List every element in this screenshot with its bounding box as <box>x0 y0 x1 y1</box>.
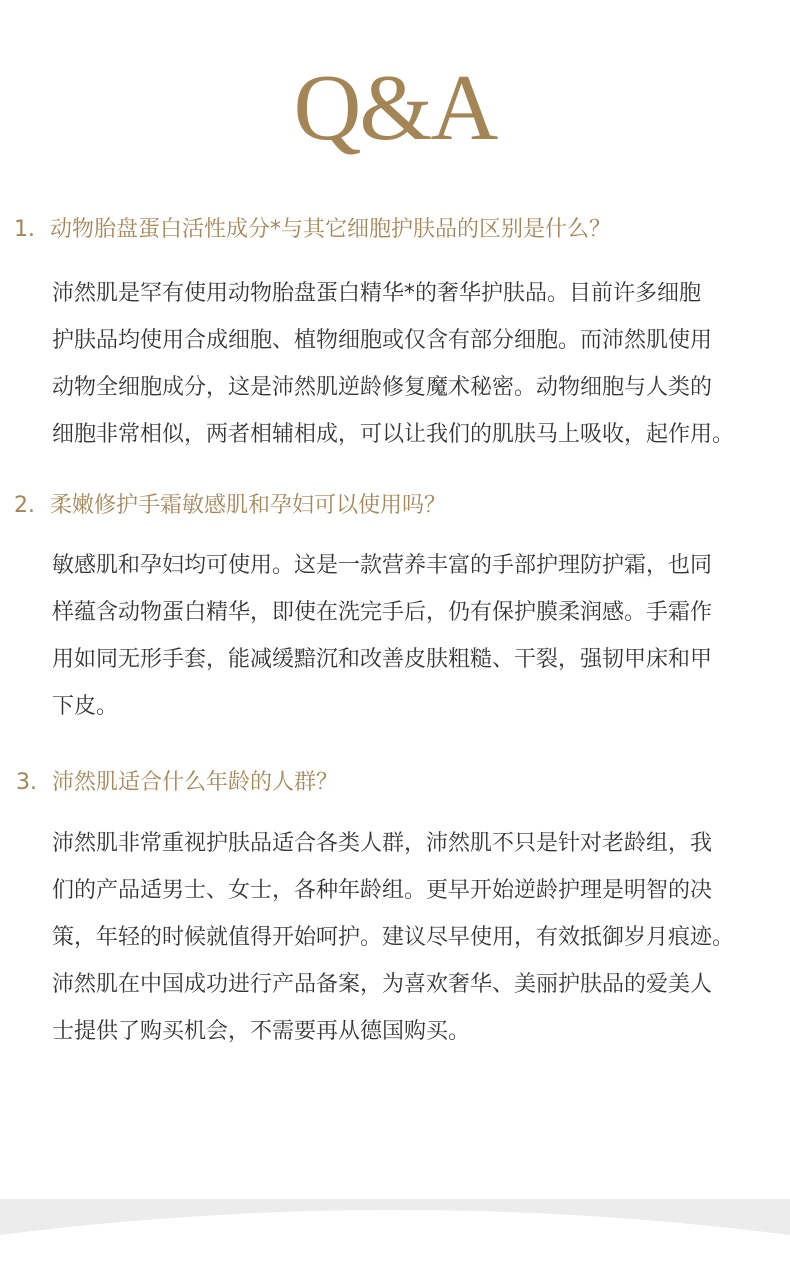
question-number: 2. <box>14 493 35 518</box>
answer-line: 沛然肌在中国成功进行产品备案，为喜欢奢华、美丽护肤品的爱美人 <box>52 972 713 997</box>
page-title: Q&A <box>293 56 497 160</box>
question-number: 3. <box>16 770 37 795</box>
answer-2 <box>52 542 712 730</box>
answer-line: 策，年轻的时候就值得开始呵护。建议尽早使用，有效抵御岁月痕迹。 <box>52 925 735 950</box>
answer-line: 动物全细胞成分，这是沛然肌逆龄修复魔术秘密。动物细胞与人类的 <box>52 375 713 400</box>
answer-line: 样蕴含动物蛋白精华，即使在洗完手后，仍有保护膜柔润感。手霜作 <box>52 600 713 625</box>
answer-line: 敏感肌和孕妇均可使用。这是一款营养丰富的手部护理防护霜，也同 <box>52 553 713 578</box>
question-2 <box>14 491 446 521</box>
answer-line: 沛然肌非常重视护肤品适合各类人群，沛然肌不只是针对老龄组，我 <box>52 831 713 856</box>
answer-line: 细胞非常相似，两者相辅相成，可以让我们的肌肤马上吸收，起作用。 <box>52 422 735 447</box>
question-text: 沛然肌适合什么年龄的人群？ <box>52 770 339 795</box>
answer-line: 沛然肌是罕有使用动物胎盘蛋白精华*的奢华护肤品。目前许多细胞 <box>52 281 702 306</box>
answer-line: 护肤品均使用合成细胞、植物细胞或仅含有部分细胞。而沛然肌使用 <box>52 328 713 353</box>
answer-line: 用如同无形手套，能减缓黯沉和改善皮肤粗糙、干裂，强韧甲床和甲 <box>52 647 713 672</box>
question-text: 动物胎盘蛋白活性成分*与其它细胞护肤品的区别是什么？ <box>50 217 612 242</box>
answer-line: 士提供了购买机会，不需要再从德国购买。 <box>52 1019 471 1044</box>
question-text: 柔嫩修护手霜敏感肌和孕妇可以使用吗？ <box>50 493 447 518</box>
answer-1 <box>52 270 734 458</box>
answer-line: 下皮。 <box>52 694 119 719</box>
answer-line: 们的产品适男士、女士，各种年龄组。更早开始逆龄护理是明智的决 <box>52 878 713 903</box>
answer-3 <box>52 820 734 1055</box>
question-1 <box>14 215 611 245</box>
question-3 <box>16 768 338 798</box>
question-number: 1. <box>14 217 35 242</box>
bottom-wave-decoration <box>0 1195 790 1282</box>
